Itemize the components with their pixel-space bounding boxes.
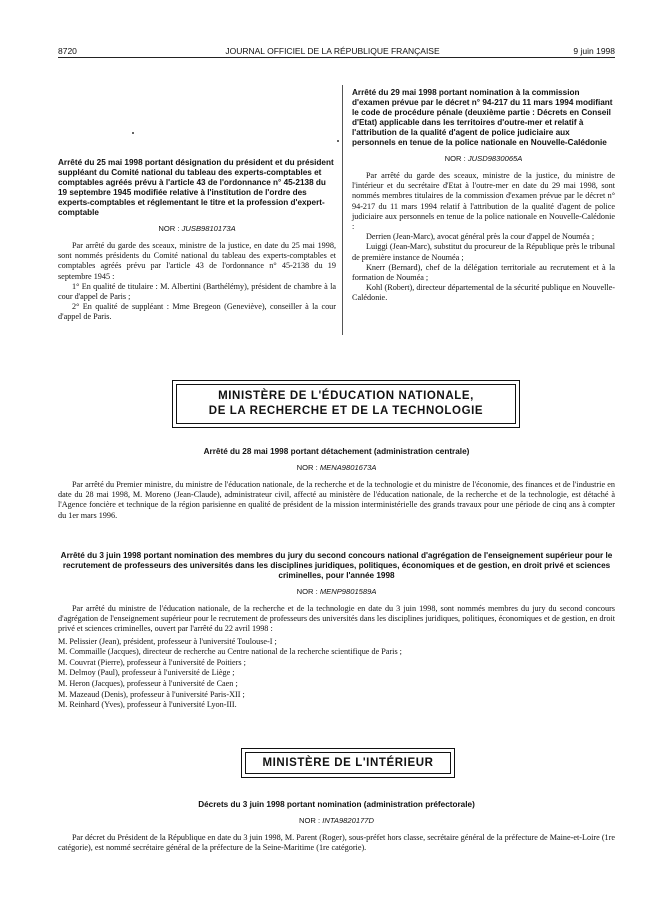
- ministry-interior-title: MINISTÈRE DE L'INTÉRIEUR: [262, 757, 434, 769]
- nor-label: NOR :: [296, 587, 318, 596]
- left-article-title: Arrêté du 25 mai 1998 portant désignation du président et du président suppléant du Comité national du tableau des experts-comptables et comptables agréés prévu à l'article 43 de l'ordonnance n° 45-2138 du 19 septembre 1945 modifiée relative à l'institution de l'ordre des experts-comptables et réglementant le titre et la profession d'expert-comptable: [58, 158, 334, 217]
- list-item: M. Reinhard (Yves), professeur à l'université Lyon-III.: [58, 700, 237, 710]
- header-rule: [58, 57, 615, 58]
- paragraph: Knerr (Bernard), chef de la délégation territoriale au recrutement et à la formation de Nouméa ;: [352, 262, 615, 283]
- list-item: M. Couvrat (Pierre), professeur à l'université de Poitiers ;: [58, 657, 246, 667]
- ministry-title-line: DE LA RECHERCHE ET DE LA TECHNOLOGIE: [208, 405, 484, 417]
- ministry-interior-box: [241, 748, 455, 778]
- nor-label: NOR :: [296, 463, 318, 472]
- paragraph: Par arrêté du ministre de l'éducation nationale, de la recherche et de la technologie en date du 3 juin 1998, sont nommés membres du jury du second concours d'agrégation de l'enseignement supérieur pour le recrutement de professeurs des universités dans les disciplines juridiques, politiques, économiques et de gestion, en droit privé et sciences criminelles, ouvert par l'arrêté du 22 avril 1998 :: [58, 604, 615, 634]
- nor-code: JUSD9830065A: [467, 154, 523, 163]
- paragraph: 1° En qualité de titulaire : M. Albertini (Barthélémy), président de chambre à la cour d'appel de Paris ;: [58, 281, 336, 302]
- nor-code: INTA9820177D: [322, 816, 374, 825]
- right-article: [352, 88, 615, 304]
- detachment-nor: [58, 463, 615, 472]
- paragraph: 2° En qualité de suppléant : Mme Bregeon (Geneviève), conseiller à la cour d'appel de Paris.: [58, 302, 336, 322]
- column-divider: [342, 85, 343, 335]
- prefecture-title: Décrets du 3 juin 1998 portant nomination (administration préfectorale): [198, 800, 475, 809]
- paragraph: Kohl (Robert), directeur départemental de la sécurité publique en Nouvelle-Calédonie.: [352, 283, 615, 303]
- jury-body: [58, 604, 615, 635]
- paragraph: Par décret du Président de la République en date du 3 juin 1998, M. Parent (Roger), sous-préfet hors classe, secrétaire général de la préfecture de Maine-et-Loire (1re catégorie), est nommé secrétaire général de la préfecture de la Seine-Maritime (1re catégorie).: [58, 833, 615, 853]
- jury-article: [58, 551, 615, 711]
- jury-title: Arrêté du 3 juin 1998 portant nomination des membres du jury du second concours national d'agrégation de l'enseignement supérieur pour le recrutement de professeurs des universités dans les disciplines juridiques, politiques, économiques et de gestion, en droit privé et sciences criminelles, pour l'année 1998: [60, 551, 613, 580]
- list-item: M. Pelissier (Jean), président, professeur à l'université Toulouse-I ;: [58, 636, 277, 646]
- list-item: M. Delmoy (Paul), professeur à l'université de Liège ;: [58, 668, 235, 678]
- prefecture-nor: [58, 816, 615, 825]
- nor-code: JUSB9810173A: [181, 224, 236, 233]
- paragraph: Derrien (Jean-Marc), avocat général près la cour d'appel de Nouméa ;: [366, 232, 595, 242]
- ministry-education-box: [172, 380, 520, 428]
- right-article-body: [352, 171, 615, 304]
- journal-title: JOURNAL OFFICIEL DE LA RÉPUBLIQUE FRANÇAISE: [225, 46, 440, 56]
- list-item: M. Commaille (Jacques), directeur de recherche au Centre national de la recherche scientifique de Paris ;: [58, 647, 402, 657]
- left-article: [58, 158, 336, 323]
- detachment-body: [58, 480, 615, 521]
- nor-code: MENP9801589A: [319, 587, 377, 596]
- detachment-article: [58, 447, 615, 521]
- paragraph: Luiggi (Jean-Marc), substitut du procureur de la République près le tribunal de première instance de Nouméa ;: [352, 242, 615, 262]
- nor-label: NOR :: [444, 154, 466, 163]
- jury-members-list: [58, 637, 615, 711]
- paragraph: Par arrêté du garde des sceaux, ministre de la justice, en date du 25 mai 1998, sont nommés présidents du Comité national du tableau des experts-comptables et comptables agréés prévu par l'article 43 de l'ordonnance n° 45-2138 du 19 septembre 1945 :: [58, 241, 336, 281]
- ministry-education-title: [173, 381, 519, 419]
- jury-nor: [58, 587, 615, 596]
- right-nor: [352, 154, 615, 163]
- ministry-title-line: MINISTÈRE DE L'ÉDUCATION NATIONALE,: [218, 390, 474, 402]
- prefecture-body: [58, 833, 615, 853]
- nor-label: NOR :: [298, 816, 321, 825]
- list-item: M. Heron (Jacques), professeur à l'université de Caen ;: [58, 678, 238, 688]
- detachment-title: Arrêté du 28 mai 1998 portant détachement (administration centrale): [203, 447, 470, 456]
- margin-dot: [132, 132, 134, 134]
- right-article-title: Arrêté du 29 mai 1998 portant nomination à la commission d'examen prévue par le décret n° 94-217 du 11 mars 1994 modifiant le code de procédure pénale (deuxième partie : Décrets en Conseil d'Etat) applicable dans les territoires d'outre-mer et relatif à l'attribution de la qualité d'agent de police judiciaire aux personnels en tenue de la police nationale en Nouvelle-Calédonie: [352, 88, 613, 147]
- nor-code: MENA9801673A: [319, 463, 377, 472]
- left-article-body: [58, 241, 336, 323]
- margin-dot: [337, 140, 339, 142]
- page-number: 8720: [58, 46, 77, 56]
- prefecture-article: [58, 800, 615, 853]
- left-nor: [58, 224, 336, 233]
- paragraph: Par arrêté du garde des sceaux, ministre de la justice, du ministre de l'intérieur et du secrétaire d'Etat à l'outre-mer en date du 29 mai 1998, sont nommés membres titulaires de la commission d'examen prévue par le décret n° 94-217 du 11 mars 1994 relatif à l'attribution de la qualité d'agent de police judiciaire aux personnels en tenue de la police nationale en Nouvelle-Calédonie :: [352, 171, 615, 232]
- nor-label: NOR :: [158, 224, 180, 233]
- issue-date: 9 juin 1998: [573, 46, 615, 56]
- list-item: M. Mazeaud (Denis), professeur à l'université Paris-XII ;: [58, 689, 245, 699]
- paragraph: Par arrêté du Premier ministre, du ministre de l'éducation nationale, de la recherche et de la technologie et du ministre de l'économie, des finances et de l'industrie en date du 28 mai 1998, M. Moreno (Jean-Claude), administrateur civil, affecté au ministère de l'éducation nationale, de la recherche et de la technologie, est détaché à l'Agence foncière et technique de la région parisienne en qualité de président de la mission interministérielle des grands travaux pour une période de cinq ans à compter du 1er mars 1996.: [58, 480, 615, 520]
